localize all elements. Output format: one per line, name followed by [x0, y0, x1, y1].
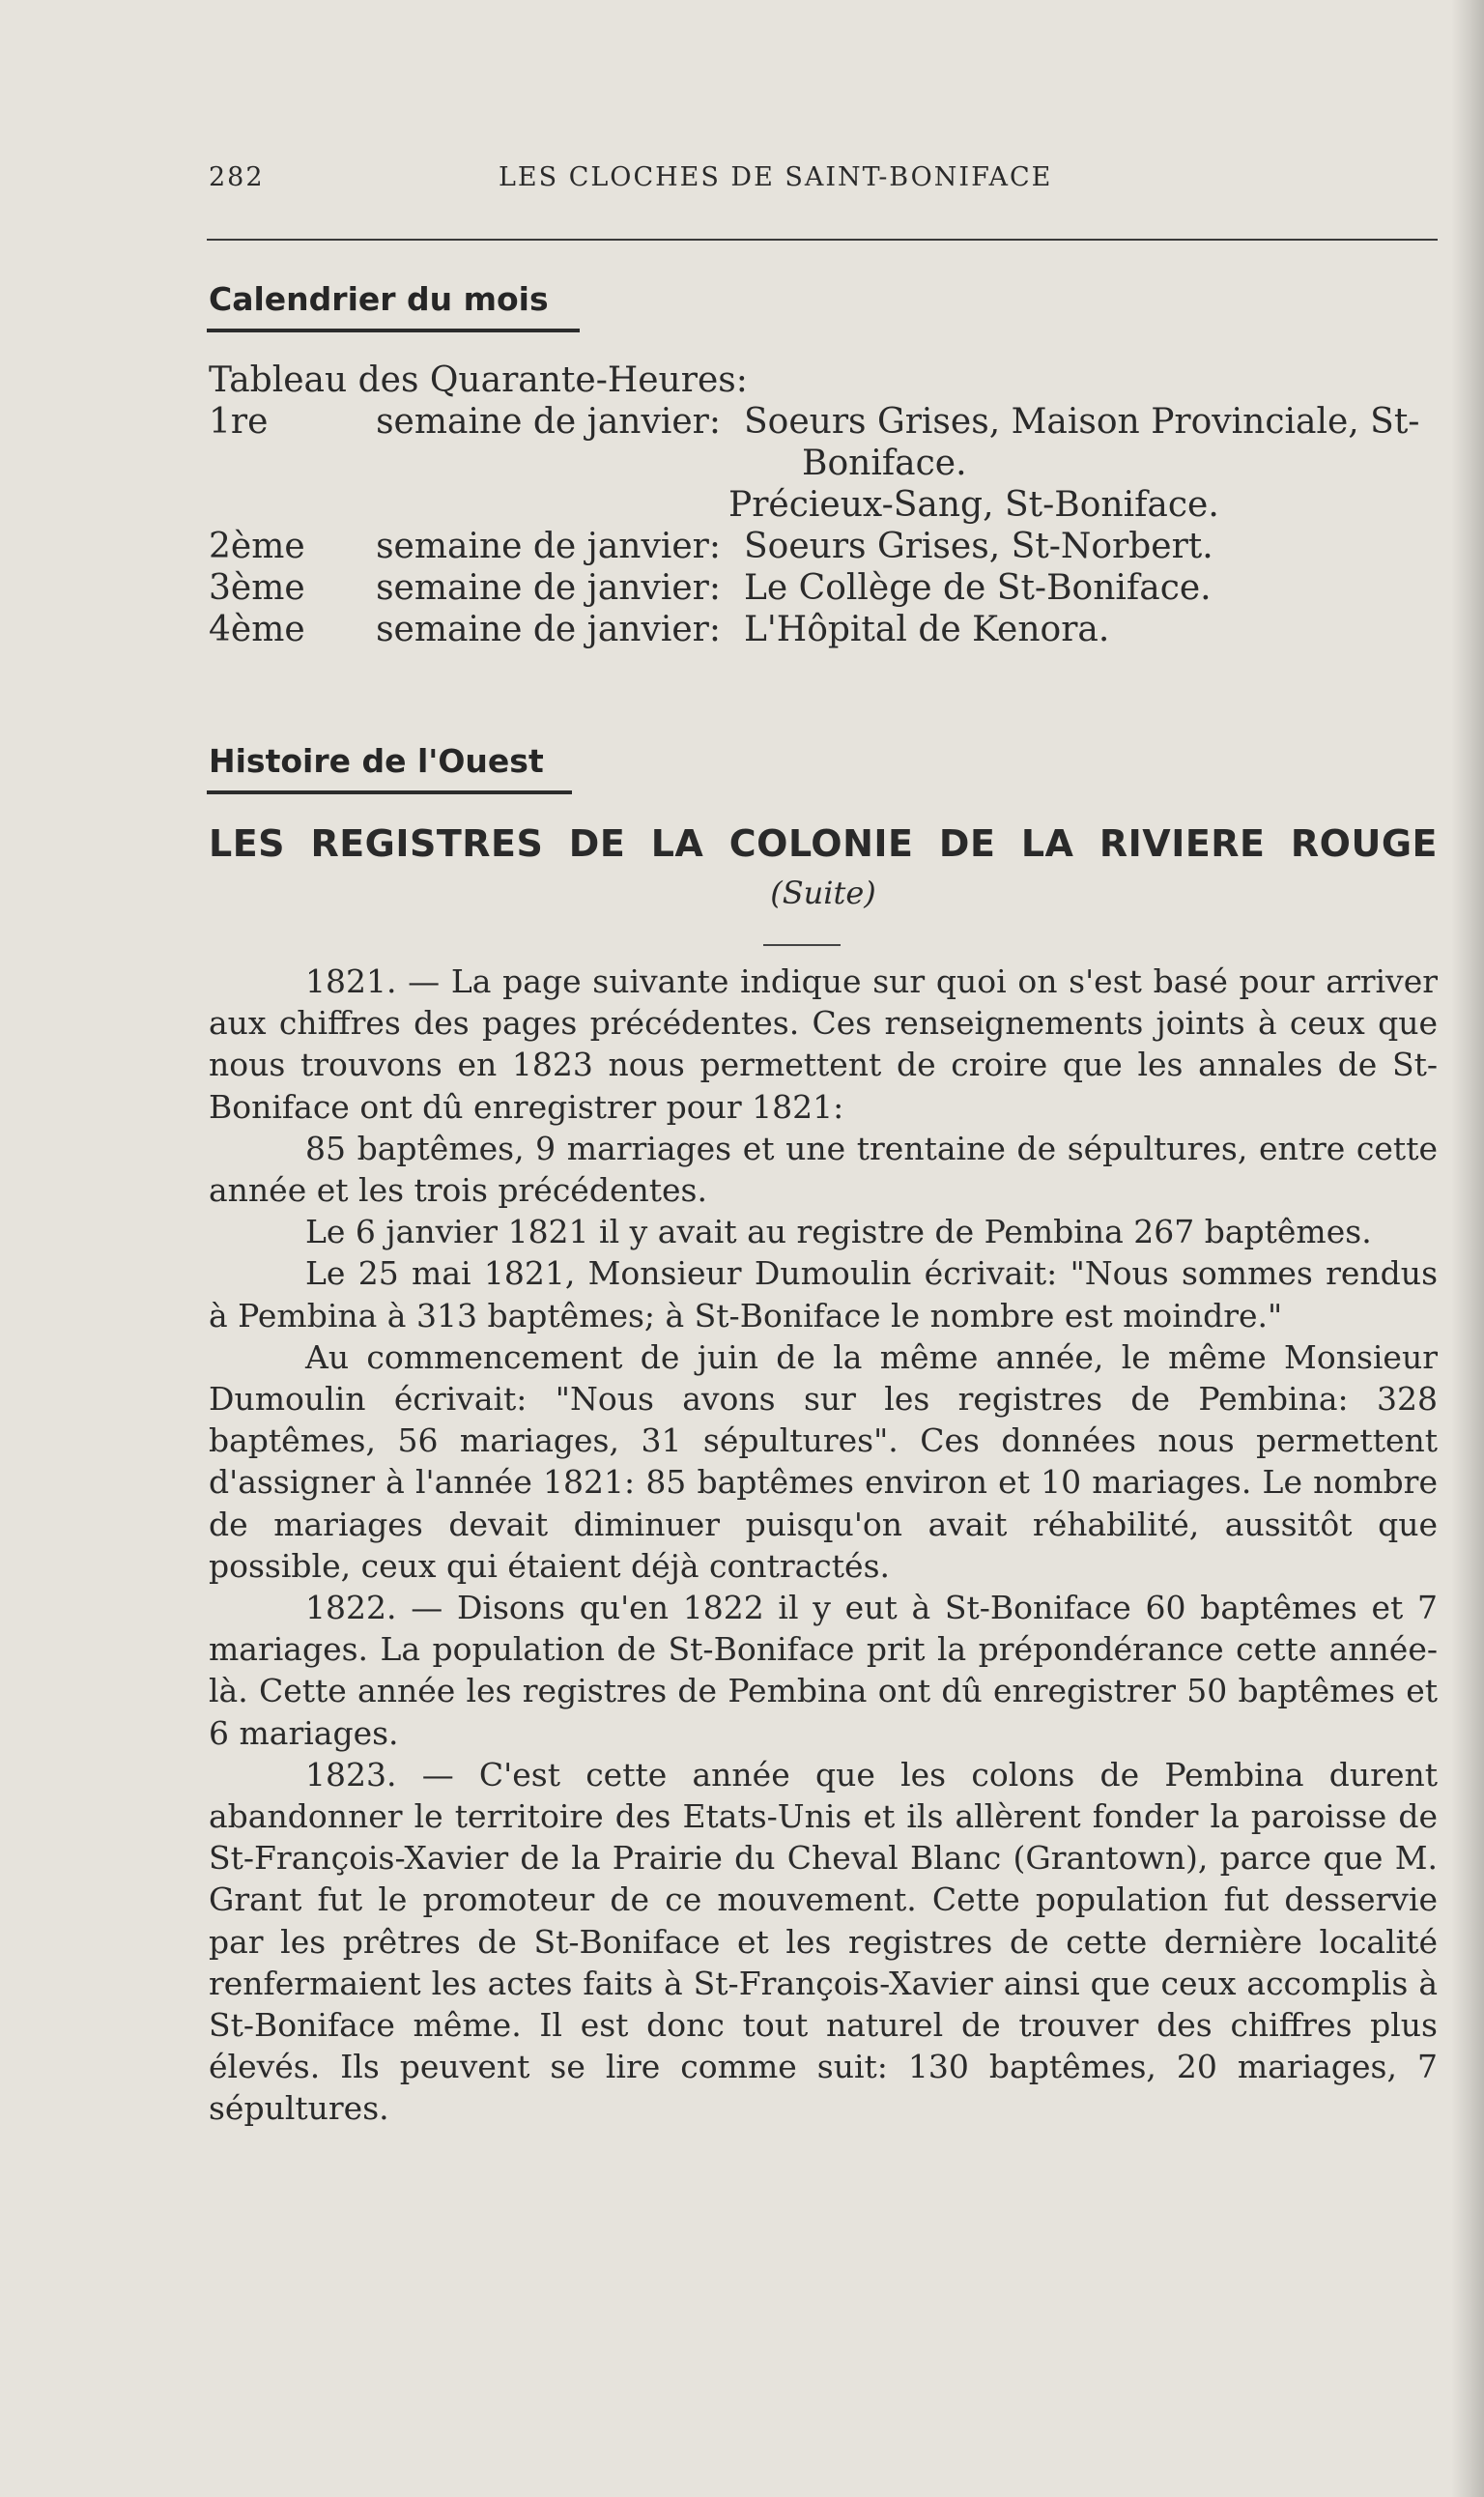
week-number: 1re	[209, 402, 269, 442]
schedule-place: Soeurs Grises, St-Norbert.	[744, 527, 1213, 566]
paragraph-1821-figures: 85 baptêmes, 9 marriages et une trentaine de sépultures, entre cette année et les trois précédentes.	[209, 1129, 1438, 1210]
paragraph-dumoulin-june: Au commencement de juin de la même année, le même Monsieur Dumoulin écrivait: "Nous avons sur les registres de Pembina: 328 baptêmes, 56 mariages, 31 sépultures". Ces données nous permettent d'assigner à l'année 1821: 85 baptêmes environ et 10 mariages. Le nombre de mariages devait diminuer puisqu'on avait réhabilité, aussitôt que possible, ceux qui étaient déjà contractés.	[209, 1337, 1438, 1585]
article-subtitle: (Suite)	[770, 875, 876, 911]
header-rule	[207, 239, 1438, 241]
paragraph-1821-intro: 1821. — La page suivante indique sur quoi on s'est basé pour arriver aux chiffres des pages précédentes. Ces renseignements joints à ceux que nous trouvons en 1823 nous permettent de croire que les annales de St-Boniface ont dû enregistrer pour 1821:	[209, 962, 1438, 1126]
schedule-intro: Tableau des Quarante-Heures:	[209, 360, 748, 400]
history-heading-underline	[207, 790, 572, 794]
week-text: semaine de janvier:	[376, 568, 721, 608]
paragraph-dumoulin-may: Le 25 mai 1821, Monsieur Dumoulin écrivait: "Nous sommes rendus à Pembina à 313 baptêmes; à St-Boniface le nombre est moindre."	[209, 1254, 1438, 1335]
article-body	[209, 961, 1438, 2130]
week-number: 4ème	[209, 610, 305, 649]
calendar-heading-underline	[207, 329, 580, 332]
week-number: 3ème	[209, 568, 305, 608]
schedule-row	[209, 567, 1438, 609]
schedule-place: Le Collège de St-Boniface.	[744, 568, 1212, 608]
paragraph-1823: 1823. — C'est cette année que les colons de Pembina durent abandonner le territoire des Etats-Unis et ils allèrent fonder la paroisse de St-François-Xavier de la Prairie du Cheval Blanc (Grantown), parce que M. Grant fut le promoteur de ce mouvement. Cette population fut desservie par les prêtres de St-Boniface et les registres de cette dernière localité renfermaient les actes faits à St-François-Xavier ainsi que ceux accomplis à St-Boniface même. Il est donc tout naturel de trouver des chiffres plus élevés. Ils peuvent se lire comme suit: 130 baptêmes, 20 mariages, 7 sépultures.	[209, 1755, 1438, 2128]
schedule-week	[209, 609, 721, 650]
week-text: semaine de janvier:	[376, 610, 721, 649]
schedule-week	[209, 567, 721, 609]
forty-hours-schedule	[209, 359, 1438, 650]
page-number: 282	[209, 162, 265, 192]
page-header	[209, 162, 1438, 201]
article-title-block	[209, 819, 1438, 914]
schedule-place-extra: Précieux-Sang, St-Boniface.	[728, 485, 1219, 525]
article-title: LES REGISTRES DE LA COLONIE DE LA RIVIERE ROUGE	[209, 822, 1438, 865]
running-title: LES CLOCHES DE SAINT-BONIFACE	[499, 162, 1053, 192]
schedule-place: Soeurs Grises, Maison Provinciale, St-	[744, 402, 1420, 442]
title-separator-rule	[763, 944, 841, 946]
schedule-place: L'Hôpital de Kenora.	[744, 610, 1110, 649]
paragraph-1822: 1822. — Disons qu'en 1822 il y eut à St-Boniface 60 baptêmes et 7 mariages. La population de St-Boniface prit la prépondérance cette année-là. Cette année les registres de Pembina ont dû enregistrer 50 baptêmes et 6 mariages.	[209, 1589, 1438, 1752]
calendar-heading: Calendrier du mois	[209, 280, 549, 318]
week-text: semaine de janvier:	[376, 527, 721, 566]
paragraph-pembina-january: Le 6 janvier 1821 il y avait au registre de Pembina 267 baptêmes.	[305, 1213, 1372, 1251]
schedule-row	[209, 609, 1438, 650]
schedule-week	[209, 526, 721, 567]
history-heading: Histoire de l'Ouest	[209, 742, 544, 780]
schedule-row	[209, 401, 1438, 443]
week-text: semaine de janvier:	[376, 402, 721, 442]
week-number: 2ème	[209, 527, 305, 566]
schedule-week	[209, 401, 721, 443]
schedule-row	[209, 526, 1438, 567]
schedule-place-continuation: Boniface.	[802, 444, 967, 483]
page-edge-shadow	[1451, 0, 1484, 2497]
